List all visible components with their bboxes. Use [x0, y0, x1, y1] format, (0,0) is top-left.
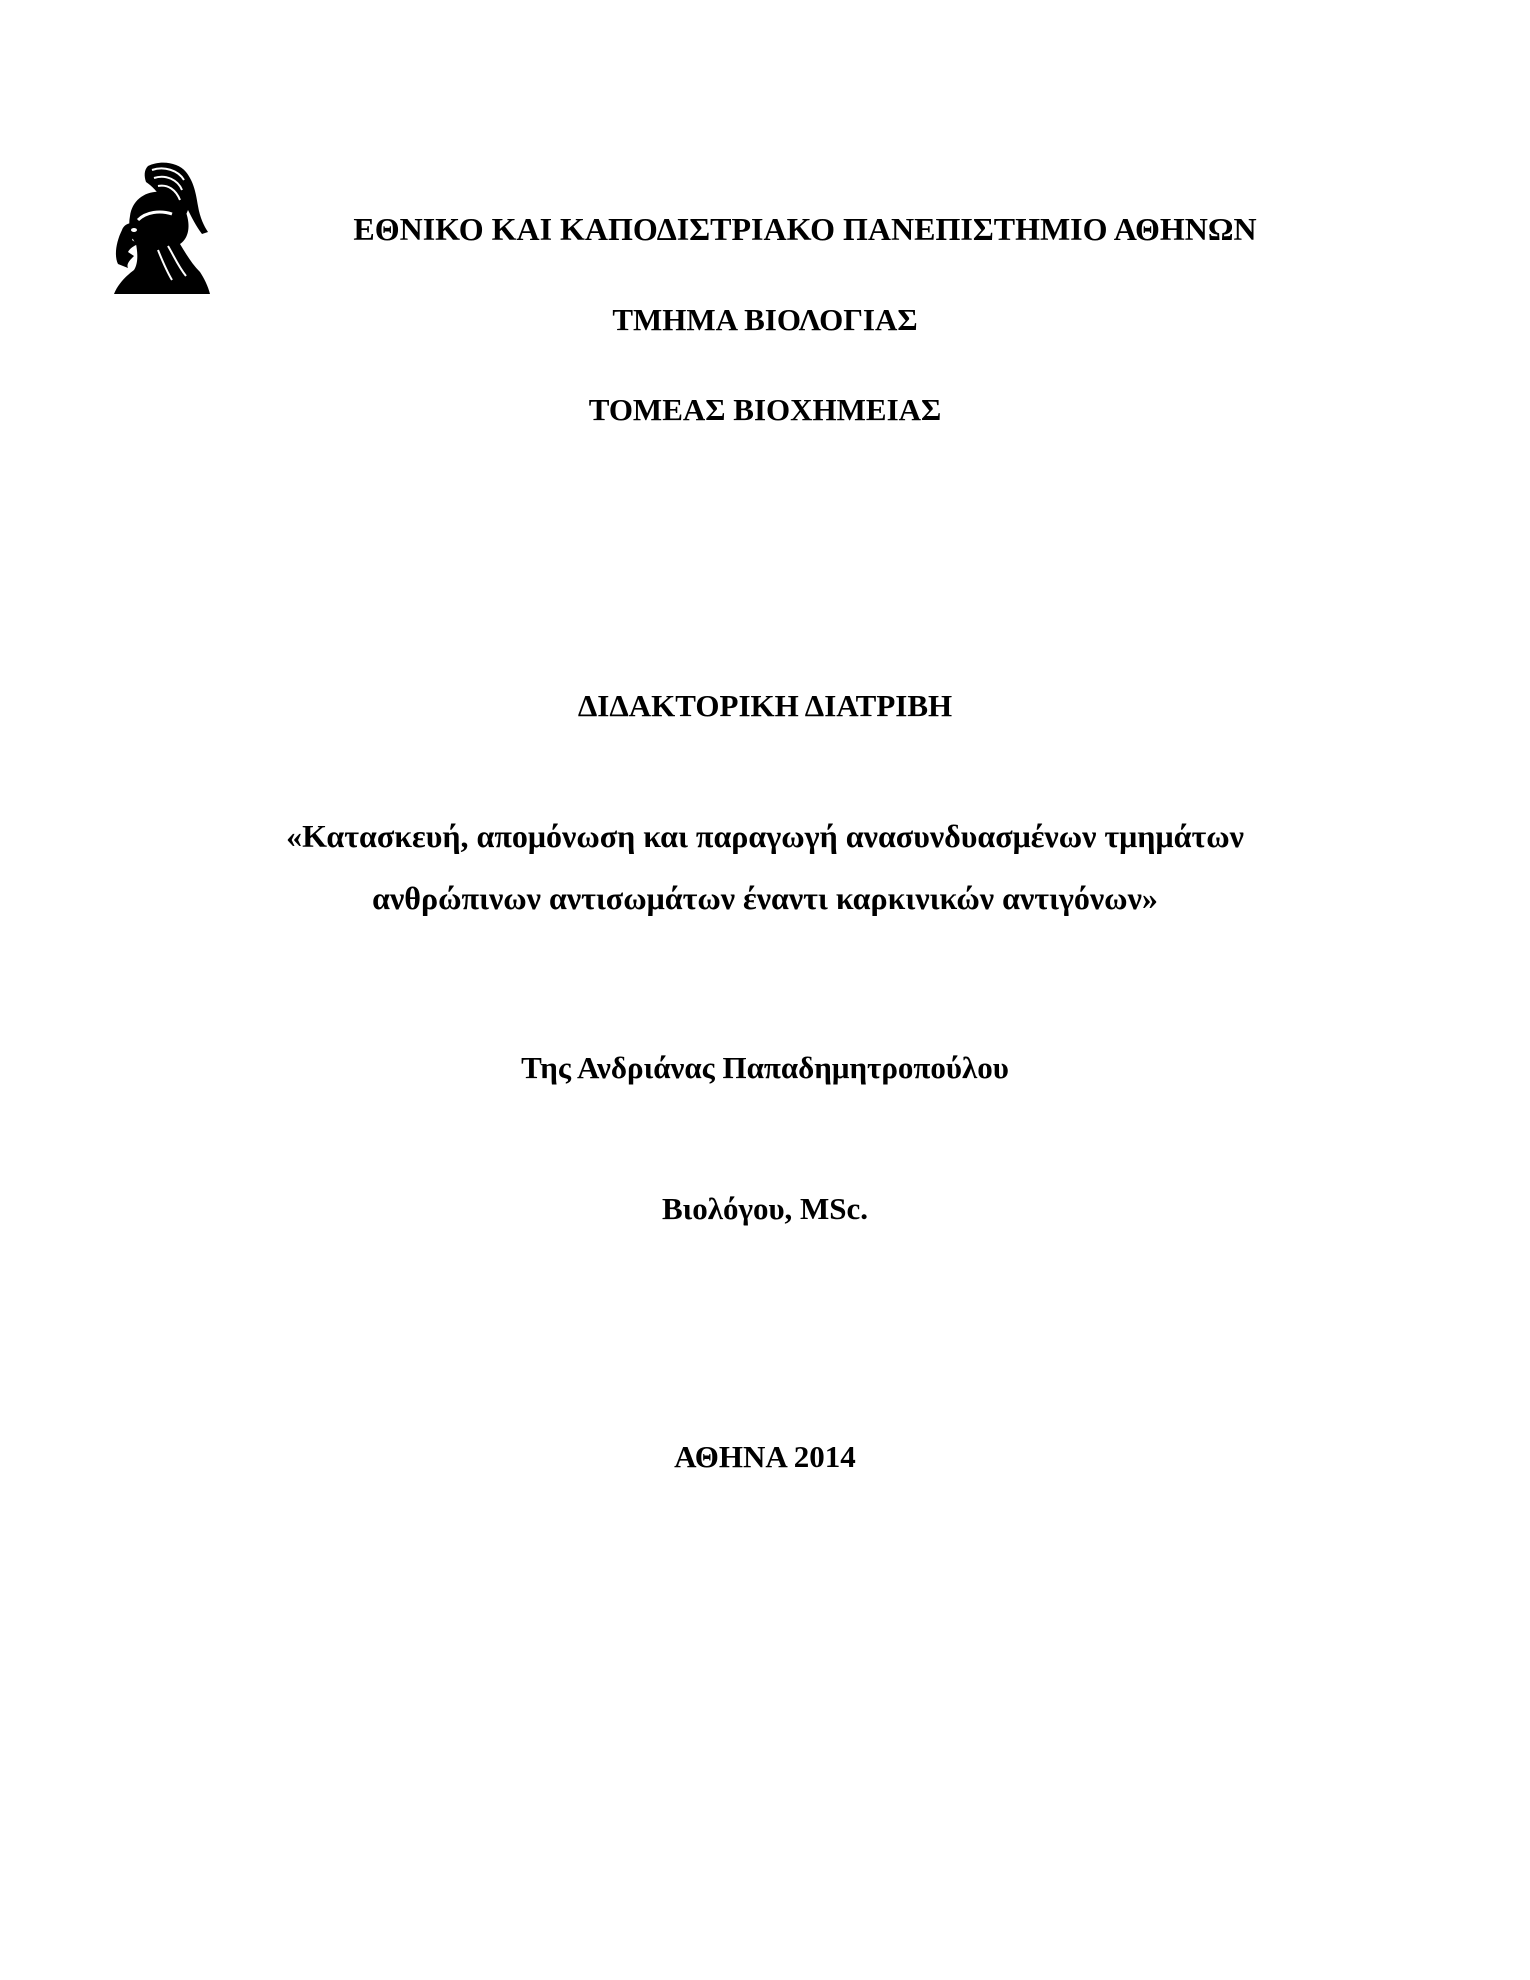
thesis-type: ΔΙΔΑΚΤΟΡΙΚΗ ΔΙΑΤΡΙΒΗ [577, 688, 953, 723]
author-name: Της Ανδριάνας Παπαδημητροπούλου [521, 1050, 1009, 1085]
department-name: ΤΜΗΜΑ ΒΙΟΛΟΓΙΑΣ [612, 302, 918, 337]
author-degree: Βιολόγου, MSc. [661, 1191, 869, 1226]
thesis-title-line-1: «Κατασκευή, απομόνωση και παραγωγή ανασυνδυασμένων τμημάτων [286, 818, 1244, 854]
place-and-year: ΑΘΗΝΑ 2014 [674, 1439, 856, 1474]
university-name: ΕΘΝΙΚΟ ΚΑΙ ΚΑΠΟΔΙΣΤΡΙΑΚΟ ΠΑΝΕΠΙΣΤΗΜΙΟ ΑΘΗΝΩΝ [353, 211, 1257, 247]
sector-name: ΤΟΜΕΑΣ ΒΙΟΧΗΜΕΙΑΣ [588, 392, 942, 427]
thesis-title-line-2: ανθρώπινων αντισωμάτων έναντι καρκινικών αντιγόνων» [372, 880, 1158, 916]
